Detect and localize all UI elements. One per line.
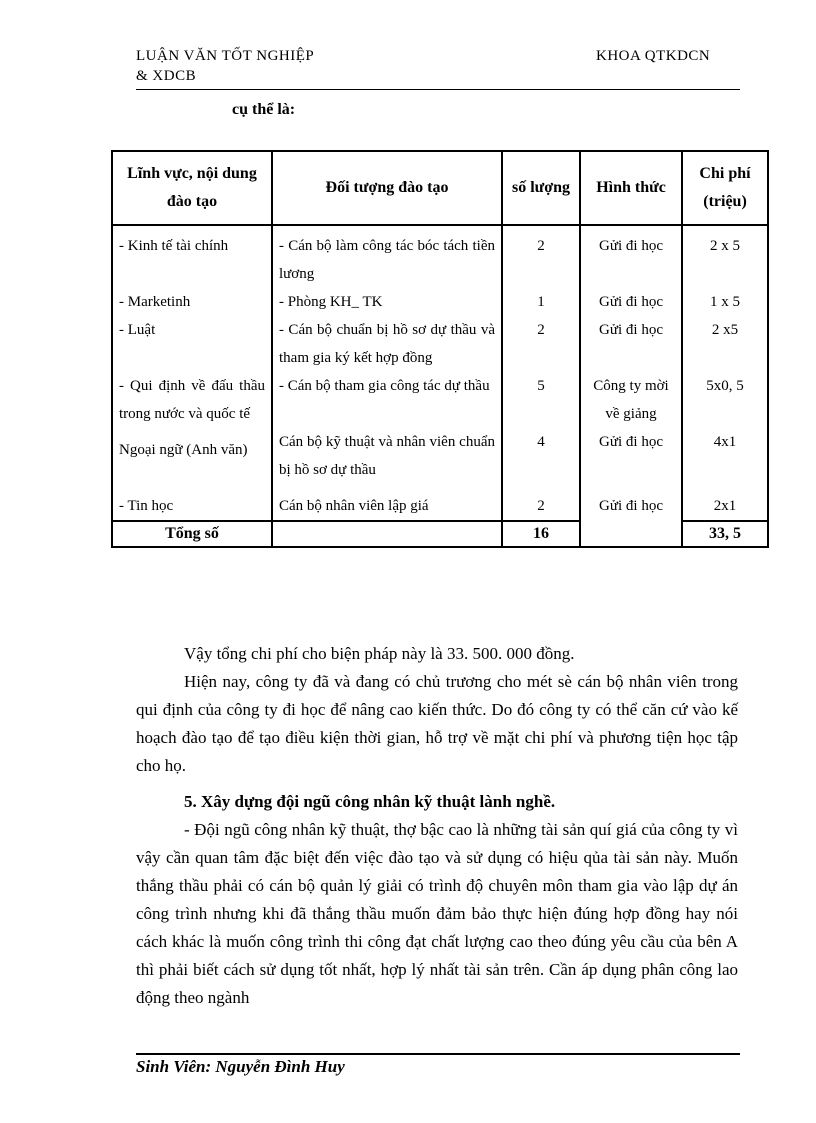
paragraph: Vậy tổng chi phí cho biện pháp này là 33. 500. 000 đồng. <box>184 644 575 663</box>
cell-cost: 4x1 <box>682 428 768 484</box>
cell-form: Gửi đi học <box>580 484 682 521</box>
cell-field: - Marketinh <box>112 288 272 316</box>
cell-form: Gửi đi học <box>580 225 682 288</box>
cell-quantity: 1 <box>502 288 580 316</box>
cell-target: - Cán bộ tham gia công tác dự thầu <box>272 372 502 428</box>
header-subtitle: & XDCB <box>136 68 197 84</box>
footer-divider <box>136 1053 740 1055</box>
cell-field: - Tin học <box>112 484 272 521</box>
header-title: LUẬN VĂN TỐT NGHIỆP <box>136 48 315 64</box>
total-cost: 33, 5 <box>682 521 768 547</box>
cell-form: Công ty mời về giảng <box>580 372 682 428</box>
header-divider <box>136 89 740 90</box>
cell-quantity: 5 <box>502 372 580 428</box>
cell-field: - Qui định về đấu thầu trong nước và quốc tế <box>112 372 272 428</box>
table-row <box>112 428 768 484</box>
cell-cost: 5x0, 5 <box>682 372 768 428</box>
cell-quantity: 4 <box>502 428 580 484</box>
cell-field: - Luật <box>112 316 272 372</box>
cell-cost: 2 x 5 <box>682 225 768 288</box>
cell-target: - Cán bộ chuẩn bị hồ sơ dự thầu và tham gia ký kết hợp đồng <box>272 316 502 372</box>
table-row <box>112 484 768 521</box>
total-target-empty <box>272 521 502 547</box>
cell-field: Ngoại ngữ (Anh văn) <box>112 428 272 484</box>
cell-cost: 2x1 <box>682 484 768 521</box>
table-row <box>112 316 768 372</box>
total-quantity: 16 <box>502 521 580 547</box>
paragraph: - Đội ngũ công nhân kỹ thuật, thợ bậc cao là những tài sản quí giá của công ty vì vậy cần quan tâm đặc biệt đến việc đào tạo và sử dụng có hiệu qủa tài sản này. Muốn thắng thầu phải có cán bộ quản lý giải có trình độ chuyên môn tham gia vào lập dự án công trình nhưng khi đã thắng thầu muốn đảm bảo thực hiện đúng hợp đồng hay nói cách khác là muốn công trình thi công đạt chất lượng cao theo đúng yêu cầu của bên A thì phải biết cách sử dụng tốt nhất, hợp lý nhất tài sản trên. Cần áp dụng phân công lao động theo ngành <box>136 820 738 1007</box>
intro-text: cụ thể là: <box>232 101 296 118</box>
footer-author: Sinh Viên: Nguyễn Đình Huy <box>136 1057 345 1076</box>
header-left <box>136 46 314 86</box>
cell-quantity: 2 <box>502 484 580 521</box>
cell-quantity: 2 <box>502 316 580 372</box>
cell-form: Gửi đi học <box>580 428 682 484</box>
cell-form: Gửi đi học <box>580 288 682 316</box>
table-row <box>112 288 768 316</box>
body-text <box>136 640 738 1012</box>
paragraph: Hiện nay, công ty đã và đang có chủ trương cho mét sè cán bộ nhân viên trong qui định của công ty đi học để nâng cao kiến thức. Do đó công ty có thể căn cứ vào kế hoạch đào tạo để tạo điều kiện thời gian, hỗ trợ về mặt chi phí và phương tiện học tập cho họ. <box>136 672 738 775</box>
cell-target: - Phòng KH_ TK <box>272 288 502 316</box>
cell-quantity: 2 <box>502 225 580 288</box>
section-heading: 5. Xây dựng đội ngũ công nhân kỹ thuật lành nghề. <box>184 792 556 811</box>
table-total-row <box>112 521 768 547</box>
header-department: KHOA QTKDCN <box>596 48 711 64</box>
table-header-row <box>112 151 768 225</box>
cell-target: Cán bộ kỹ thuật và nhân viên chuẩn bị hồ sơ dự thầu <box>272 428 502 484</box>
total-label: Tổng số <box>112 521 272 547</box>
table-row <box>112 372 768 428</box>
table-row <box>112 225 768 288</box>
cell-target: - Cán bộ làm công tác bóc tách tiền lương <box>272 225 502 288</box>
column-header-form: Hình thức <box>580 151 682 225</box>
cell-target: Cán bộ nhân viên lập giá <box>272 484 502 521</box>
column-header-cost: Chi phí (triệu) <box>682 151 768 225</box>
cell-field: - Kinh tế tài chính <box>112 225 272 288</box>
cell-cost: 1 x 5 <box>682 288 768 316</box>
column-header-target: Đối tượng đào tạo <box>272 151 502 225</box>
column-header-quantity: số lượng <box>502 151 580 225</box>
cell-cost: 2 x5 <box>682 316 768 372</box>
training-plan-table <box>111 150 769 548</box>
cell-form: Gửi đi học <box>580 316 682 372</box>
column-header-field: Lĩnh vực, nội dung đào tạo <box>112 151 272 225</box>
total-form-empty <box>580 521 682 547</box>
